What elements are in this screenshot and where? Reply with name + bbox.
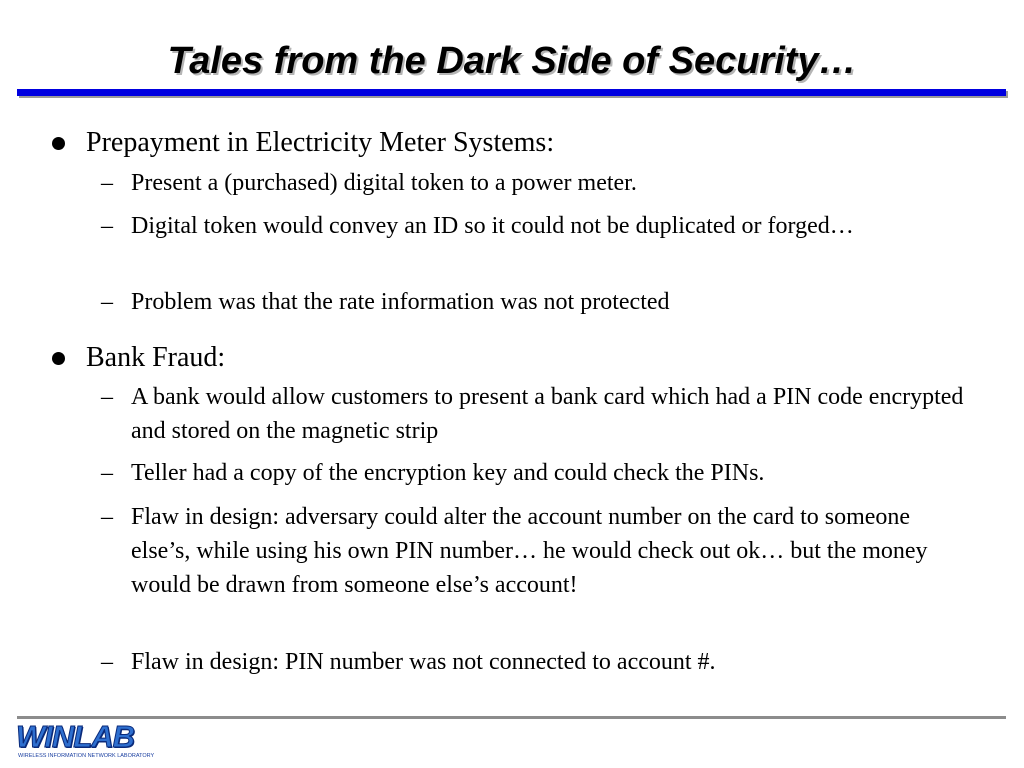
dash-icon: –	[101, 460, 113, 486]
list-item: Digital token would convey an ID so it could not be duplicated or forged…	[131, 213, 854, 239]
logo-wordmark: WINLAB	[16, 719, 134, 754]
dash-icon: –	[101, 649, 113, 675]
bullet-icon	[52, 137, 65, 150]
list-item: Teller had a copy of the encryption key and could check the PINs.	[131, 460, 765, 486]
logo-subtitle: WIRELESS INFORMATION NETWORK LABORATORY	[18, 753, 155, 759]
dash-icon: –	[101, 504, 113, 530]
dash-icon: –	[101, 289, 113, 315]
section-heading: Prepayment in Electricity Meter Systems:	[86, 127, 555, 158]
list-item: Flaw in design: PIN number was not connected to account #.	[131, 649, 716, 675]
dash-icon: –	[101, 213, 113, 239]
list-item: Problem was that the rate information was not protected	[131, 289, 670, 315]
list-item: Flaw in design: adversary could alter the account number on the card to someone else’s, while using his own PIN number… he would check out ok… but the money would be drawn from someone else’s account!	[131, 504, 928, 598]
section-heading: Bank Fraud:	[86, 342, 226, 373]
dash-icon: –	[101, 170, 113, 196]
bullet-icon	[52, 352, 65, 365]
winlab-logo	[16, 719, 168, 762]
title-divider	[17, 89, 1006, 96]
list-item: Present a (purchased) digital token to a power meter.	[131, 170, 637, 196]
list-item: A bank would allow customers to present a bank card which had a PIN code encrypted and stored on the magnetic strip	[131, 384, 964, 444]
footer-divider	[17, 716, 1006, 719]
dash-icon: –	[101, 384, 113, 410]
slide-title: Tales from the Dark Side of Security…	[167, 40, 857, 82]
